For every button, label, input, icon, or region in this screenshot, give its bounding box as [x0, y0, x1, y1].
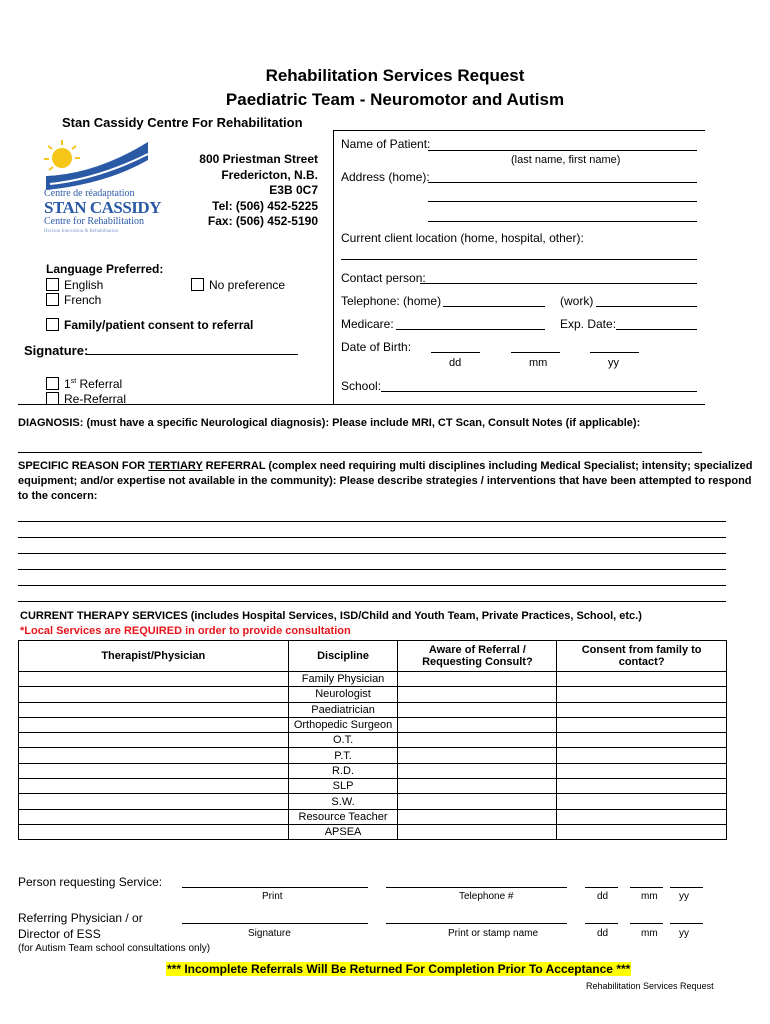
re-referral-checkbox[interactable]: [46, 392, 59, 405]
diagnosis-field[interactable]: [18, 452, 702, 453]
consent-cell[interactable]: [557, 672, 727, 687]
referring-dd-field[interactable]: [585, 923, 618, 924]
therapy-row: [19, 809, 727, 824]
consent-label: Family/patient consent to referral: [64, 318, 254, 332]
consent-cell[interactable]: [557, 794, 727, 809]
aware-cell[interactable]: [398, 717, 557, 732]
dob-mm-field[interactable]: [511, 352, 560, 353]
no-preference-checkbox[interactable]: [191, 278, 204, 291]
name-label: Name of Patient:: [341, 137, 431, 151]
medicare-field[interactable]: [396, 329, 545, 330]
address-street: 800 Priestman Street: [199, 152, 318, 166]
address-field-3[interactable]: [428, 221, 697, 222]
consent-checkbox[interactable]: [46, 318, 59, 331]
therapy-heading: CURRENT THERAPY SERVICES (includes Hospital Services, ISD/Child and Youth Team, Private Practices, School, etc.): [20, 610, 642, 622]
name-field[interactable]: [428, 150, 697, 151]
reason-tertiary: TERTIARY: [148, 460, 203, 472]
english-checkbox[interactable]: [46, 278, 59, 291]
reason-text: REFERRAL (complex need requiring multi disciplines including Medical Specialist; intensity; specialized equipment; and/or expertise not available in the community): Please describe strategies / interventions that have been attempted to respond to the concern:: [18, 460, 753, 502]
consent-cell[interactable]: [557, 702, 727, 717]
location-label: Current client location (home, hospital, other):: [341, 231, 584, 245]
address-label: Address (home):: [341, 170, 430, 184]
therapist-cell[interactable]: [19, 809, 289, 824]
therapy-row: [19, 672, 727, 687]
col-discipline: Discipline: [288, 641, 398, 672]
logo-tagline: Horizon Innovation & Rehabilitation: [44, 229, 119, 234]
aware-cell[interactable]: [398, 779, 557, 794]
address-postal: E3B 0C7: [269, 183, 318, 197]
school-field[interactable]: [381, 391, 697, 392]
re-referral-label: Re-Referral: [64, 392, 127, 406]
reason-line-1[interactable]: [18, 521, 726, 522]
consent-cell[interactable]: [557, 779, 727, 794]
referring-yy-field[interactable]: [670, 923, 703, 924]
telephone-label: Telephone: (home): [341, 294, 442, 308]
aware-cell[interactable]: [398, 748, 557, 763]
person-dd-hint: dd: [597, 891, 609, 902]
discipline-cell: R.D.: [288, 763, 398, 778]
french-checkbox[interactable]: [46, 293, 59, 306]
first-referral-checkbox[interactable]: [46, 377, 59, 390]
patient-box-top-border: [333, 130, 705, 131]
referring-mm-hint: mm: [641, 928, 658, 939]
logo-line-3: Centre for Rehabilitation: [44, 216, 144, 227]
diagnosis-label: DIAGNOSIS: (must have a specific Neurological diagnosis): Please include MRI, CT Scan, Consult Notes (if applicable):: [18, 417, 641, 429]
reason-prefix: SPECIFIC REASON FOR: [18, 460, 149, 472]
aware-cell[interactable]: [398, 809, 557, 824]
title-line-1: Rehabilitation Services Request: [265, 66, 525, 85]
dob-dd-hint: dd: [449, 357, 462, 369]
first-referral-text: Referral: [76, 377, 123, 391]
col-consent: Consent from family to contact?: [557, 641, 727, 672]
referring-label-2: Director of ESS: [18, 927, 101, 941]
discipline-cell: Resource Teacher: [288, 809, 398, 824]
location-field[interactable]: [341, 259, 697, 260]
contact-field[interactable]: [420, 283, 697, 284]
person-yy-field[interactable]: [670, 887, 703, 888]
logo-line-2: STAN CASSIDY: [44, 198, 161, 217]
logo-line-1: Centre de réadaptation: [44, 188, 135, 199]
aware-cell[interactable]: [398, 672, 557, 687]
centre-name: Stan Cassidy Centre For Rehabilitation: [62, 115, 303, 130]
person-dd-field[interactable]: [585, 887, 618, 888]
dob-yy-field[interactable]: [590, 352, 639, 353]
first-referral-number: 1: [64, 377, 71, 391]
reason-line-3[interactable]: [18, 553, 726, 554]
school-label: School:: [341, 379, 382, 393]
discipline-cell: Neurologist: [288, 687, 398, 702]
patient-box-left-border: [333, 130, 334, 404]
language-label: Language Preferred:: [46, 262, 164, 276]
address-field-1[interactable]: [428, 182, 697, 183]
consent-cell[interactable]: [557, 717, 727, 732]
first-referral-label: [64, 377, 122, 391]
address-field-2[interactable]: [428, 201, 697, 202]
therapist-cell[interactable]: [19, 717, 289, 732]
therapy-row: [19, 824, 727, 839]
therapy-row: [19, 779, 727, 794]
dob-dd-field[interactable]: [431, 352, 480, 353]
discipline-cell: Paediatrician: [288, 702, 398, 717]
therapy-row: [19, 748, 727, 763]
name-hint: (last name, first name): [511, 154, 621, 166]
referring-note: (for Autism Team school consultations only): [18, 943, 211, 954]
print-hint: Print: [262, 891, 283, 902]
therapist-cell[interactable]: [19, 702, 289, 717]
medicare-label: Medicare:: [341, 317, 394, 331]
discipline-cell: S.W.: [288, 794, 398, 809]
aware-cell[interactable]: [398, 794, 557, 809]
consent-cell[interactable]: [557, 733, 727, 748]
aware-cell[interactable]: [398, 763, 557, 778]
therapy-row: [19, 733, 727, 748]
therapy-row: [19, 794, 727, 809]
reason-line-6[interactable]: [18, 601, 726, 602]
aware-cell[interactable]: [398, 824, 557, 839]
therapist-cell[interactable]: [19, 733, 289, 748]
person-telephone-field[interactable]: [386, 887, 567, 888]
consent-cell[interactable]: [557, 687, 727, 702]
dob-yy-hint: yy: [608, 357, 619, 369]
contact-label: Contact person:: [341, 271, 426, 285]
reason-label: [18, 459, 758, 504]
person-requesting-label: Person requesting Service:: [18, 875, 163, 889]
referring-yy-hint: yy: [679, 928, 689, 939]
therapist-cell[interactable]: [19, 794, 289, 809]
therapist-cell[interactable]: [19, 779, 289, 794]
aware-cell[interactable]: [398, 702, 557, 717]
discipline-cell: P.T.: [288, 748, 398, 763]
reason-line-4[interactable]: [18, 569, 726, 570]
aware-cell[interactable]: [398, 733, 557, 748]
signature-field[interactable]: [87, 354, 298, 355]
consent-cell[interactable]: [557, 809, 727, 824]
therapist-cell[interactable]: [19, 763, 289, 778]
telephone-hint: Telephone #: [459, 891, 514, 902]
work-phone-field[interactable]: [596, 306, 697, 307]
person-mm-field[interactable]: [630, 887, 663, 888]
dob-mm-hint: mm: [529, 357, 548, 369]
referring-signature-field[interactable]: [182, 923, 368, 924]
therapy-row: [19, 687, 727, 702]
reason-line-2[interactable]: [18, 537, 726, 538]
signature-label: Signature:: [24, 343, 89, 358]
therapist-cell[interactable]: [19, 824, 289, 839]
aware-cell[interactable]: [398, 687, 557, 702]
col-therapist: Therapist/Physician: [19, 641, 289, 672]
signature-hint: Signature: [248, 928, 291, 939]
exp-label: Exp. Date:: [560, 317, 617, 331]
therapist-cell[interactable]: [19, 687, 289, 702]
therapist-cell[interactable]: [19, 672, 289, 687]
referring-mm-field[interactable]: [630, 923, 663, 924]
first-referral-suffix: st: [70, 378, 77, 385]
person-yy-hint: yy: [679, 891, 689, 902]
discipline-cell: APSEA: [288, 824, 398, 839]
therapy-table: [18, 640, 727, 840]
centre-fax: Fax: (506) 452-5190: [207, 214, 318, 228]
reason-line-5[interactable]: [18, 585, 726, 586]
centre-tel: Tel: (506) 452-5225: [212, 198, 318, 213]
no-preference-label: No preference: [209, 278, 286, 292]
print-stamp-hint: Print or stamp name: [448, 928, 539, 939]
col-aware: Aware of Referral / Requesting Consult?: [398, 641, 557, 672]
therapy-row: [19, 702, 727, 717]
referring-dd-hint: dd: [597, 928, 609, 939]
referring-label-1: Referring Physician / or: [18, 911, 143, 925]
therapy-required-note: *Local Services are REQUIRED in order to provide consultation: [20, 625, 351, 637]
discipline-cell: Family Physician: [288, 672, 398, 687]
discipline-cell: SLP: [288, 779, 398, 794]
therapy-row: [19, 717, 727, 732]
home-phone-field[interactable]: [443, 306, 545, 307]
discipline-cell: O.T.: [288, 733, 398, 748]
therapist-cell[interactable]: [19, 748, 289, 763]
consent-cell[interactable]: [557, 824, 727, 839]
english-label: English: [64, 278, 104, 292]
centre-address: [199, 152, 318, 230]
incomplete-referrals-notice: *** Incomplete Referrals Will Be Returned For Completion Prior To Acceptance ***: [167, 962, 631, 976]
therapy-rows: [19, 672, 727, 840]
therapy-row: [19, 763, 727, 778]
dob-label: Date of Birth:: [341, 340, 412, 354]
person-print-field[interactable]: [182, 887, 368, 888]
consent-cell[interactable]: [557, 763, 727, 778]
discipline-cell: Orthopedic Surgeon: [288, 717, 398, 732]
referring-print-field[interactable]: [386, 923, 567, 924]
exp-date-field[interactable]: [616, 329, 697, 330]
french-label: French: [64, 293, 102, 307]
form-name-footer: Rehabilitation Services Request: [586, 981, 714, 991]
consent-cell[interactable]: [557, 748, 727, 763]
address-city: Fredericton, N.B.: [221, 167, 318, 182]
person-mm-hint: mm: [641, 891, 658, 902]
title-line-2: Paediatric Team - Neuromotor and Autism: [225, 90, 565, 109]
work-label: (work): [560, 294, 594, 308]
